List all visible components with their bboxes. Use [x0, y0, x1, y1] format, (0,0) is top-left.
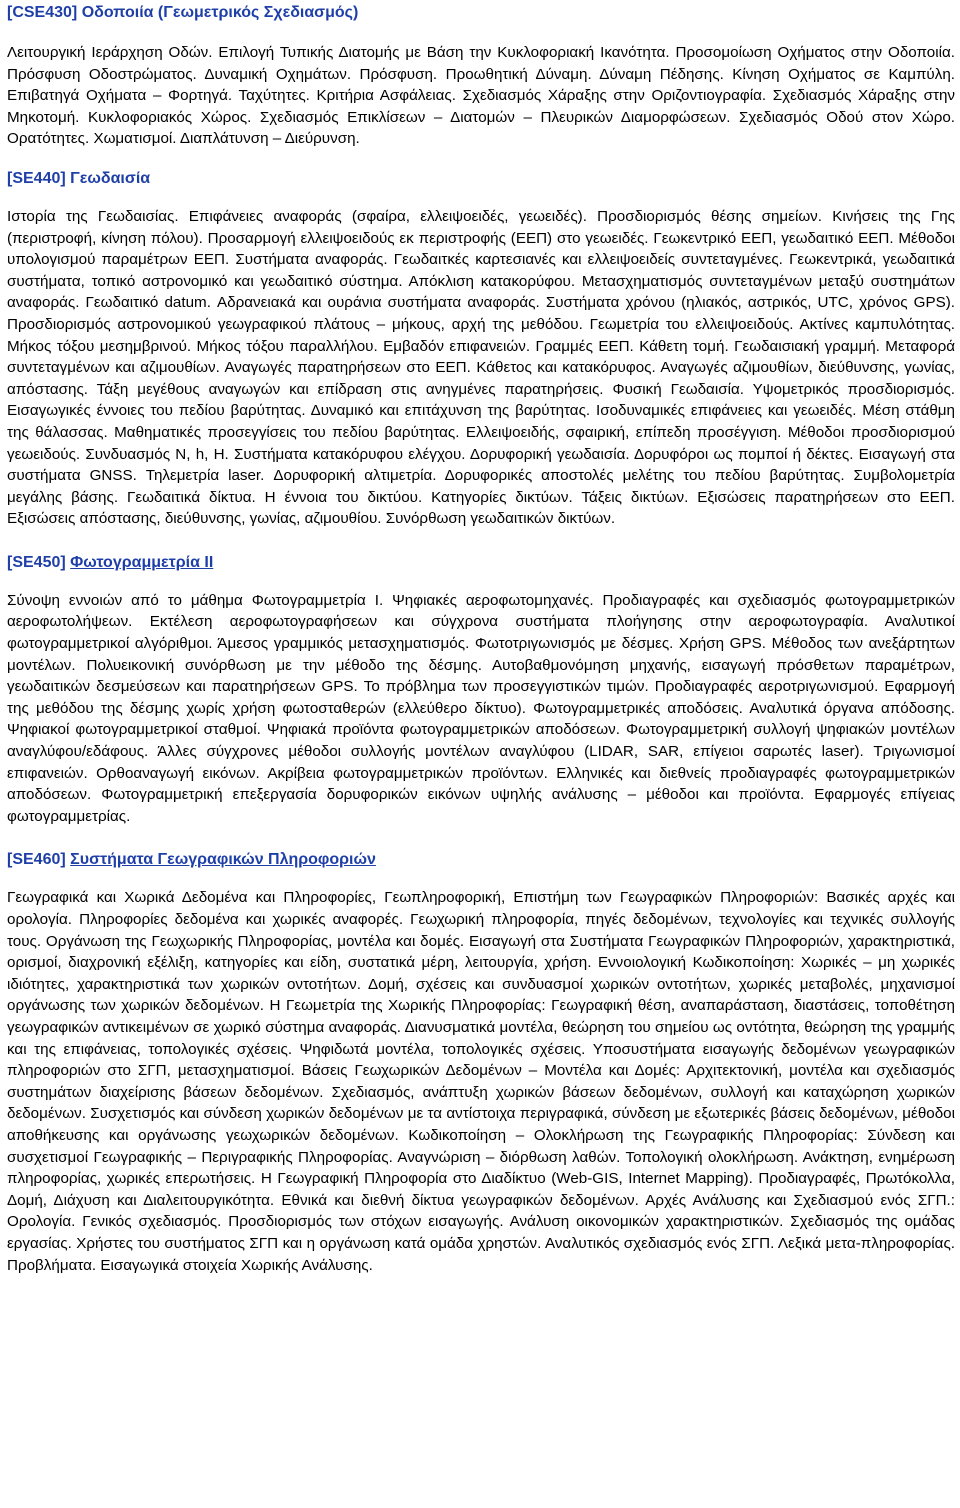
- course-section-se440: [7, 168, 955, 530]
- document-page: [7, 2, 955, 1276]
- course-section-se460: [7, 849, 955, 1276]
- course-code: [CSE430]: [7, 4, 78, 21]
- course-title: Συστήματα Γεωγραφικών Πληροφοριών: [70, 851, 376, 869]
- course-title: Φωτογραμμετρία ΙΙ: [70, 553, 214, 571]
- section-heading: [7, 849, 955, 871]
- course-description: Λειτουργική Ιεράρχηση Οδών. Επιλογή Τυπικής Διατομής με Βάση την Κυκλοφοριακή Ικανότητα. Προσομοίωση Οχήματος στην Οδοποιία. Πρόσφυση Οδοστρώματος. Δυναμική Οχημάτων. Πρόσφυση. Προωθητική Δύναμη. Δύναμη Πέδησης. Κίνηση Οχήματος σε Καμπύλη. Επιβατηγά Οχήματα – Φορτηγά. Ταχύτητες. Κριτήρια Ασφάλειας. Σχεδιασμός Χάραξης στην Οριζοντιογραφία. Σχεδιασμός Χάραξης στην Μηκοτομή. Κυκλοφοριακός Χώρος. Σχεδιασμός Επικλίσεων – Διατομών – Πλευρικών Διαμορφώσεων. Σχεδιασμός Οδού στον Χώρο. Ορατότητες. Χωματισμοί. Διαπλάτυνση – Διεύρυνση.: [7, 44, 955, 148]
- course-title: Γεωδαισία: [70, 169, 151, 187]
- course-code: [SE440]: [7, 169, 66, 187]
- section-heading: [7, 168, 955, 190]
- section-heading: [7, 2, 955, 24]
- course-description: Σύνοψη εννοιών από το μάθημα Φωτογραμμετρία Ι. Ψηφιακές αεροφωτομηχανές. Προδιαγραφές και σχεδιασμός φωτογραμμετρικών αεροφωτολήψεων. Εκτέλεση αεροφωτογραφήσεων και σύγχρονα συστήματα πλοήγησης στην αεροφωτογραφία. Αναλυτικοί φωτογραμμετρικοί αλγόριθμοι. Άμεσος γραμμικός μετασχηματισμός. Φωτοτριγωνισμός με δέσμες. Χρήση GPS. Μέθοδος των ανεξάρτητων μοντέλων. Πολυεικονική συνόρθωση με την μέθοδο της δέσμης. Αυτοβαθμονόμηση μηχανής, εισαγωγή πρόσθετων παραμέτρων, γεωδαιτικών δεσμεύσεων και παρατηρήσεων GPS. Το πρόβλημα των προσεγγιστικών τιμών. Προδιαγραφές αεροτριγωνισμού. Εφαρμογή της μεθόδου της δέσμης χωρίς χρήση φωτοσταθερών (ελλεύθερο δίκτυο). Φωτογραμμετρικές αποδόσεις. Αναλυτικά όργανα απόδοσης. Ψηφιακοί φωτογραμμετρικοί σταθμοί. Ψηφιακά προϊόντα φωτογραμμετρικών αποδόσεων. Φωτογραμμετρική συλλογή ψηφιακών μοντέλων αναγλύφου/εδάφους. Άλλες σύγχρονες μέθοδοι συλλογής μοντέλων αναγλύφου (LIDAR, SAR, επίγειοι σαρωτές laser). Τριγωνισμοί επιφανειών. Ορθοαναγωγή εικόνων. Ακρίβεια φωτογραμμετρικών προϊόντων. Ελληνικές και διεθνείς προδιαγραφές φωτογραμμετρικών αποδόσεων. Φωτογραμμετρική επεξεργασία δορυφορικών εικόνων υψηλής ανάλυσης – μέθοδοι και προϊόντα. Εφαρμογές επίγειας φωτογραμμετρίας.: [7, 591, 955, 825]
- course-description: Ιστορία της Γεωδαισίας. Επιφάνειες αναφοράς (σφαίρα, ελλειψοειδές, γεωειδές). Προσδιορισμός θέσης σημείων. Κινήσεις της Γης (περιστροφή, κίνηση πόλου). Προσαρμογή ελλειψοειδούς εκ περιστροφής (ΕΕΠ) στο γεωειδές. Γεωκεντρικό ΕΕΠ, γεωδαιτικό ΕΕΠ. Μέθοδοι υπολογισμού παραμέτρων ΕΕΠ. Συστήματα αναφοράς. Γεωδαιτκές καρτεσιανές και ελλειψοειδείς συντεταγμένες. Γεωκεντρικά, γεωδαιτικά συστήματα, τοπικό αστρονομικό και γεωδαιτικό σύστημα. Απόκλιση κατακορύφου. Μετασχηματισμός συντεταγμένων μεταξύ συστημάτων αναφοράς. Γεωδαιτικό datum. Αδρανειακά και ουράνια συστήματα αναφοράς. Συστήματα χρόνου (ηλιακός, αστρικός, UTC, χρόνος GPS). Προσδιορισμός αστρονομικού γεωγραφικού πλάτους – μήκους, αρχή της μεθόδου. Γεωμετρία του ελλειψοειδούς. Ακτίνες καμπυλότητας. Μήκος τόξου μεσημβρινού. Μήκος τόξου παραλλήλου. Εμβαδόν επιφανειών. Γραμμές ΕΕΠ. Κάθετη τομή. Γεωδαισιακή γραμμή. Μεταφορά συντεταγμένων και αζιμουθίων. Αναγωγές παρατηρήσεων στο ΕΕΠ. Κάθετος και κατακόρυφος. Αναγωγές αζιμουθίων, διεύθυνσης, γωνίας, απόστασης. Τάξη μεγέθους αναγωγών και επίδραση στις ανηγμένες παρατηρήσεις. Φυσική Γεωδαισία. Υψομετρικός προσδιορισμός. Εισαγωγικές έννοιες του πεδίου βαρύτητας. Δυναμικό και επιτάχυνση της βαρύτητας. Ισοδυναμικές επιφάνειες και γεωειδές. Μέση στάθμη της θάλασσας. Μαθηματικές προσεγγίσεις του πεδίου βαρύτητας. Ελλειψοειδής, σφαιρική, επίπεδη προσέγγιση. Μέθοδοι προσδιορισμού γεωειδούς. Συνδυασμός N, h, H. Συστήματα κατακόρυφου ελέγχου. Δορυφορική γεωδαισία. Δορυφόροι ως πομποί ή δέκτες. Εισαγωγή στα συστήματα GNSS. Τηλεμετρία laser. Δορυφορική αλτιμετρία. Δορυφορικές αποστολές μελέτης του πεδίου βαρύτητας. Συμβολομετρία μεγάλης βάσης. Γεωδαιτικά δίκτυα. Η έννοια του δικτύου. Κατηγορίες δικτύων. Τάξεις δικτύων. Εξισώσεις παρατηρήσεων στο ΕΕΠ. Εξισώσεις απόστασης, διεύθυνσης, γωνίας, αζιμουθίου. Συνόρθωση γεωδαιτικών δικτύων.: [7, 207, 955, 528]
- section-heading: [7, 552, 955, 574]
- course-code: [SE460]: [7, 851, 66, 869]
- course-section-se450: [7, 552, 955, 828]
- course-description: Γεωγραφικά και Χωρικά Δεδομένα και Πληροφορίες, Γεωπληροφορική, Επιστήμη των Γεωγραφικών Πληροφοριών: Βασικές αρχές και ορολογία. Πληροφορίες δεδομένα και χωρικές αναφορές. Γεωχωρική πληροφορία, πηγές δεδομένων, τεχνολογίες και τεχνικές συλλογής τους. Οργάνωση της Γεωχωρικής Πληροφορίας, μοντέλα και δομές. Εισαγωγή στα Συστήματα Γεωγραφικών Πληροφοριών, χαρακτηριστικά, ορισμοί, διαχρονική εξέλιξη, κατηγορίες και είδη, συστατικά μέρη, λειτουργία, χρήση. Εννοιολογική Κωδικοποίηση: Χωρικές – μη χωρικές ιδιότητες, χαρακτηριστικά των χωρικών οντοτήτων. Δομή, σχέσεις και συνδυασμοί χωρικών οντοτήτων, χωρικές μεταβολές, μηχανισμοί οργάνωσης των χωρικών δεδομένων. Η Γεωμετρία της Χωρικής Πληροφορίας: Γεωγραφική θέση, αναπαράσταση, διαστάσεις, τοποθέτηση γεωγραφικών αντικειμένων σε χωρικό σύστημα αναφοράς. Διανυσματικά μοντέλα, θεώρηση του σημείου ως οντότητα, θεώρηση της γραμμής και της επιφάνειας, τοπολογικές σχέσεις. Ψηφιδωτά μοντέλα, τοπολογικές σχέσεις. Υποσυστήματα εισαγωγής δεδομένων γεωγραφικών πληροφοριών στο ΣΓΠ, μετασχηματισμοί. Βάσεις Γεωχωρικών Δεδομένων – Μοντέλα και Δομές: Αρχιτεκτονική, μοντέλα και σχεδιασμός συστημάτων διαχείρισης βάσεων δεδομένων. Σχεδιασμός, ανάπτυξη χωρικών βάσεων δεδομένων, συλλογή και καταχώρηση χωρικών δεδομένων. Συσχετισμός και σύνδεση χωρικών δεδομένων με τα αντίστοιχα περιγραφικά, σύνδεση με εξωτερικές βάσεις δεδομένων, μέθοδοι αποθήκευσης και οργάνωσης γεωχωρικών δεδομένων. Κωδικοποίηση – Ολοκλήρωση της Γεωγραφικής Πληροφορίας: Σύνδεση και συσχετισμοί Γεωγραφικής – Περιγραφικής Πληροφορίας. Αναγνώριση – διόρθωση λαθών. Τοπολογική ολοκλήρωση. Ανάκτηση, ενημέρωση πληροφορίας, χωρικές επερωτήσεις. Η Γεωγραφική Πληροφορία στο Διαδίκτυο (Web-GIS, Internet Mapping). Προδιαγραφές, Πρωτόκολλα, Δομή, Διάχυση και Διαλειτουργικότητα. Εθνικά και διεθνή δίκτυα γεωγραφικών δεδομένων. Αρχές Ανάλυσης και Σχεδιασμού ενός ΣΓΠ.: Ορολογία. Γενικός σχεδιασμός. Προσδιορισμός των στόχων εισαγωγής. Ανάλυση οικονομικών χαρακτηριστικών. Σχεδιασμός της ομάδας εργασίας. Χρήστες του συστήματος ΣΓΠ και η οργάνωση κατά ομάδα χρηστών. Αναλυτικός σχεδιασμός ενός ΣΓΠ. Λεξικά μετα-πληροφορίας. Προβλήματα. Εισαγωγικά στοιχεία Χωρικής Ανάλυσης.: [7, 889, 955, 1274]
- course-title: Οδοποιία (Γεωμετρικός Σχεδιασμός): [81, 4, 359, 21]
- course-code: [SE450]: [7, 553, 66, 571]
- course-section-cse430: [7, 2, 955, 150]
